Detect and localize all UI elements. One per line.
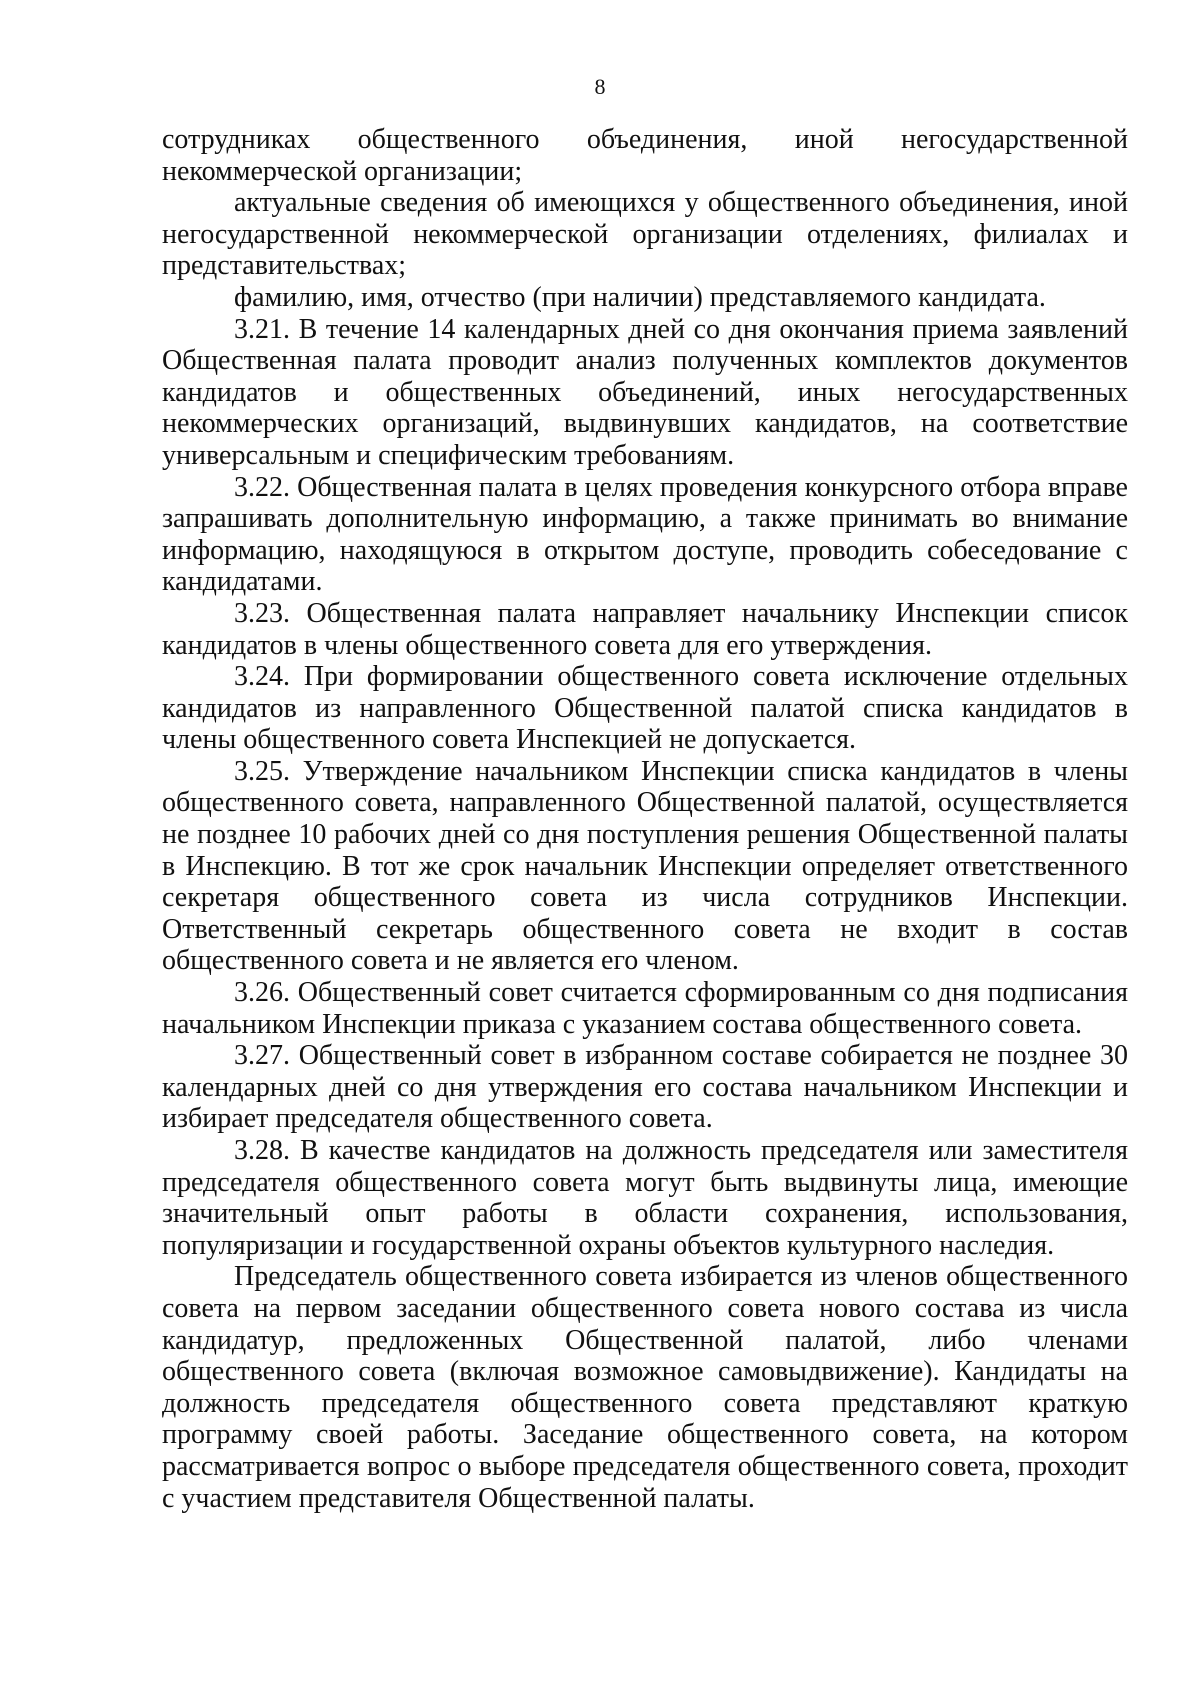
paragraph-3-21: 3.21. В течение 14 календарных дней со дня окончания приема заявлений Общественная палата проводит анализ полученных комплектов документов кандидатов и общественных объединений, иных негосударственных некоммерческих организаций, выдвинувших кандидатов, на соответствие универсальным и специфическим требованиям. [162, 313, 1128, 471]
paragraph-3-25: 3.25. Утверждение начальником Инспекции списка кандидатов в члены общественного совета, направленного Общественной палатой, осуществляется не позднее 10 рабочих дней со дня поступления решения Общественной палаты в Инспекцию. В тот же срок начальник Инспекции определяет ответственного секретаря общественного совета из числа сотрудников Инспекции. Ответственный секретарь общественного совета не входит в состав общественного совета и не является его членом. [162, 755, 1128, 977]
page-number: 8 [594, 74, 606, 99]
paragraph-3-27: 3.27. Общественный совет в избранном составе собирается не позднее 30 календарных дней со дня утверждения его состава начальником Инспекции и избирает председателя общественного совета. [162, 1040, 1128, 1135]
paragraph-3-26: 3.26. Общественный совет считается сформированным со дня подписания начальником Инспекции приказа с указанием состава общественного совета. [162, 977, 1128, 1040]
paragraph-3-22: 3.22. Общественная палата в целях проведения конкурсного отбора вправе запрашивать дополнительную информацию, а также принимать во внимание информацию, находящуюся в открытом доступе, проводить собеседование с кандидатами. [162, 471, 1128, 598]
paragraph-3-23: 3.23. Общественная палата направляет начальнику Инспекции список кандидатов в члены общественного совета для его утверждения. [162, 597, 1128, 661]
document-body [162, 124, 1128, 1514]
paragraph-candidate-name: фамилию, имя, отчество (при наличии) представляемого кандидата. [234, 281, 1046, 313]
paragraph-3-28: 3.28. В качестве кандидатов на должность председателя или заместителя председателя общественного совета могут быть выдвинуты лица, имеющие значительный опыт работы в области сохранения, использования, популяризации и государственной охраны объектов культурного наследия. [162, 1135, 1128, 1261]
paragraph-chairman-election: Председатель общественного совета избирается из членов общественного совета на первом заседании общественного совета нового состава из числа кандидатур, предложенных Общественной палатой, либо членами общественного совета (включая возможное самовыдвижение). Кандидаты на должность председателя общественного совета представляют краткую программу своей работы. Заседание общественного совета, на котором рассматривается вопрос о выборе председателя общественного совета, проходит с участием представителя Общественной палаты. [162, 1261, 1128, 1514]
paragraph-continuation: сотрудниках общественного объединения, иной негосударственной некоммерческой организации; [162, 124, 1128, 187]
paragraph-branches-info: актуальные сведения об имеющихся у общественного объединения, иной негосударственной некоммерческой организации отделениях, филиалах и представительствах; [162, 187, 1128, 282]
paragraph-3-24: 3.24. При формировании общественного совета исключение отдельных кандидатов из направленного Общественной палатой списка кандидатов в члены общественного совета Инспекцией не допускается. [162, 661, 1128, 756]
